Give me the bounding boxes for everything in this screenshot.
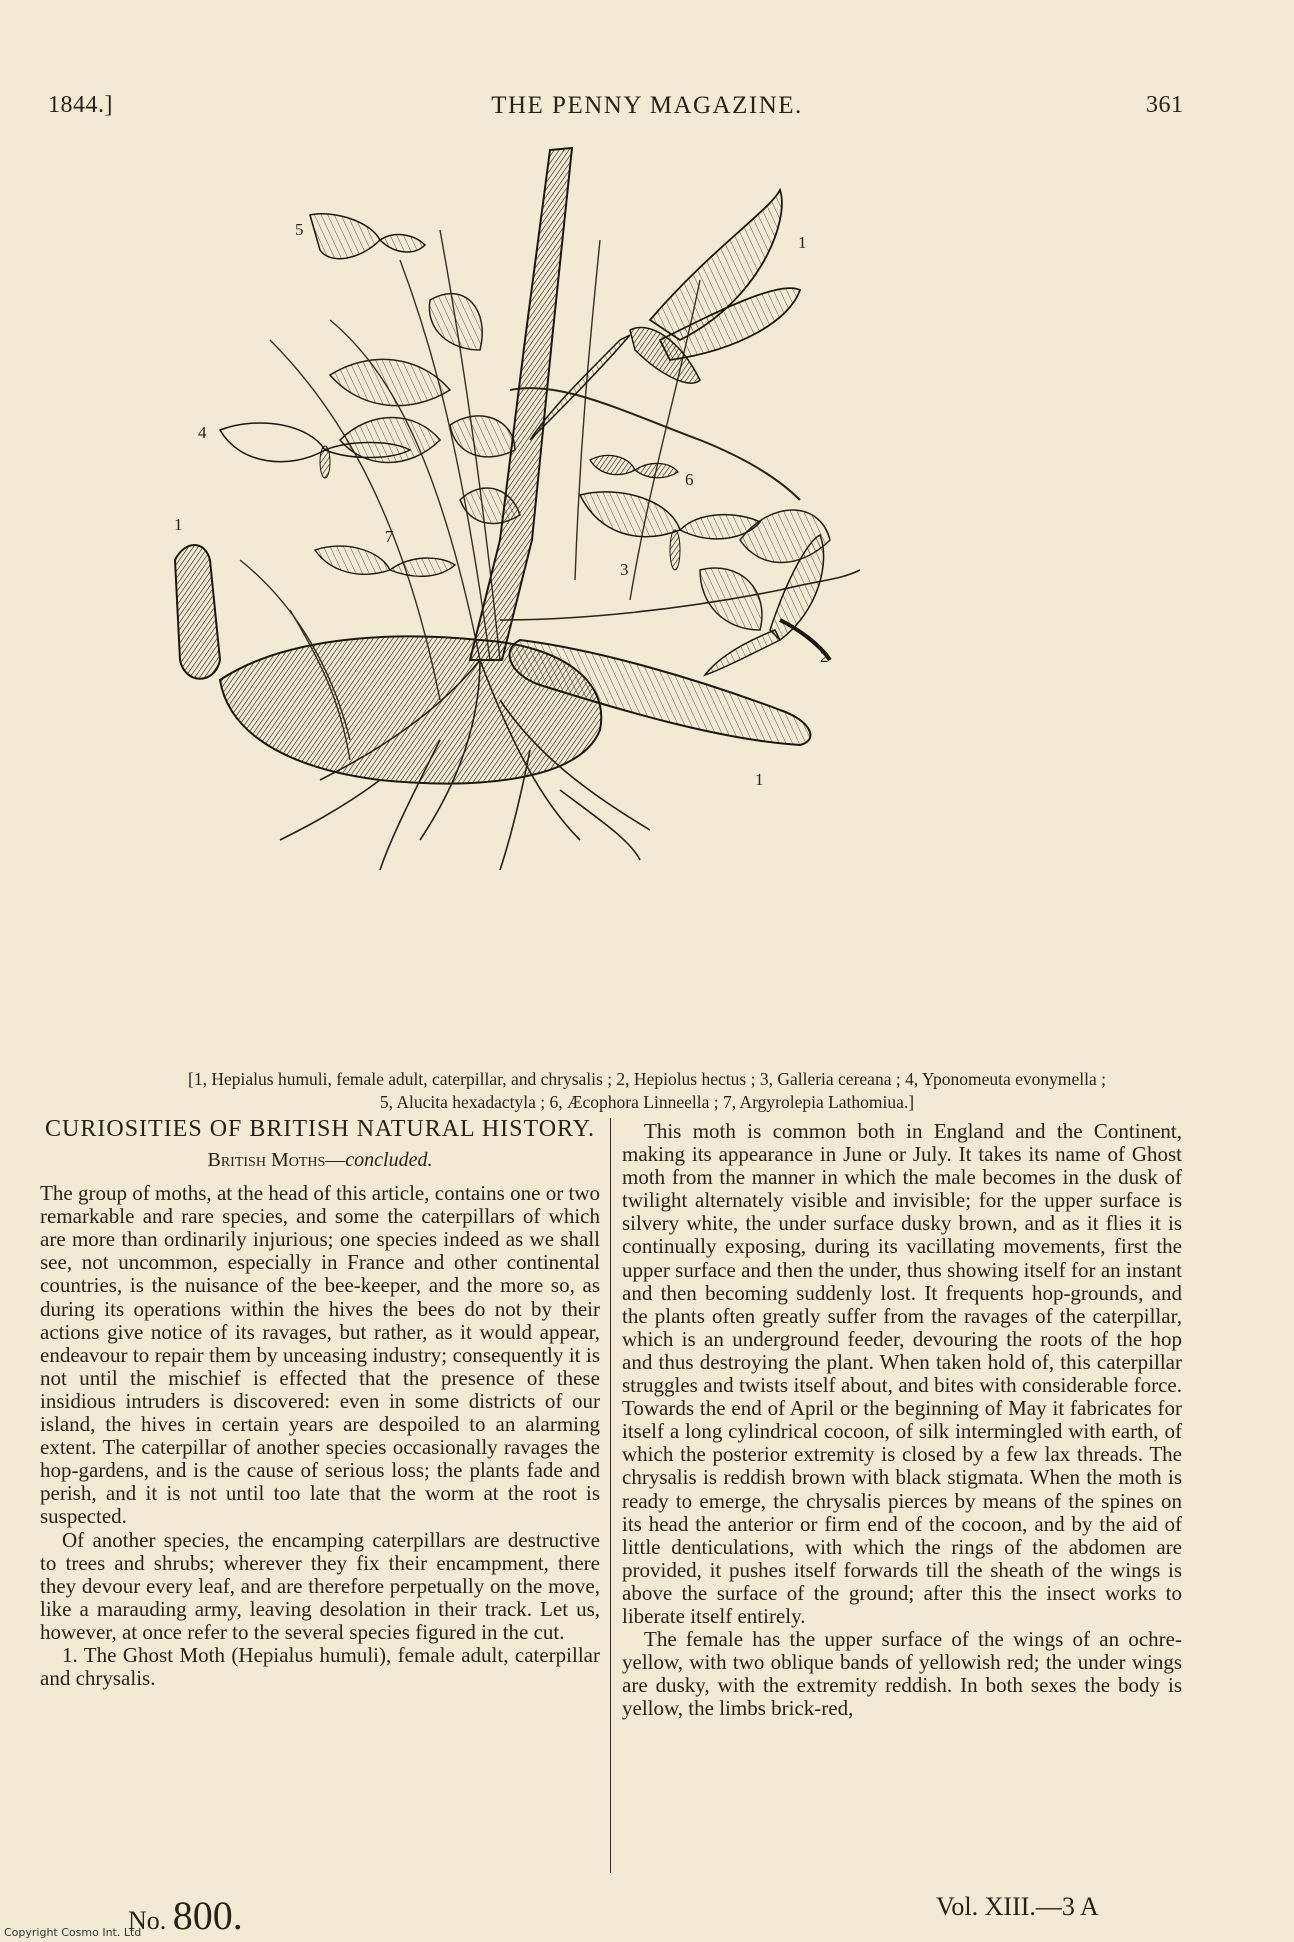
copyright-notice: Copyright Cosmo Int. Ltd bbox=[4, 1926, 142, 1939]
right-paragraph-2: The female has the upper surface of the wings of an ochre-yellow, with two oblique bands of yellowish red; the under wings are dusky, with the extremity reddish. In both sexes the body is yellow, the limbs brick-red, bbox=[622, 1627, 1182, 1721]
moth-5-alucita bbox=[310, 214, 425, 259]
figure-label-3: 3 bbox=[620, 560, 629, 579]
issue-number-label: No. bbox=[128, 1906, 167, 1935]
volume-signature: Vol. XIII.—3 A bbox=[936, 1892, 1099, 1921]
article-title: CURIOSITIES OF BRITISH NATURAL HISTORY. bbox=[45, 1116, 595, 1142]
moths-engraving bbox=[174, 140, 1060, 1060]
caption-line-1: [1, Hepialus humuli, female adult, caterpillar, and chrysalis ; 2, Hepiolus hectus ; 3, Galleria cereana ; 4, Yponomeuta evonymella ; bbox=[188, 1069, 1106, 1089]
figure-caption bbox=[90, 1068, 1204, 1114]
leaves bbox=[330, 294, 830, 630]
header-year: 1844.] bbox=[48, 92, 113, 118]
subtitle-italic: concluded. bbox=[345, 1149, 433, 1171]
header-title: THE PENNY MAGAZINE. bbox=[491, 92, 803, 119]
moth-6-aecophora bbox=[590, 455, 678, 477]
moth-7-argyrolepia bbox=[315, 546, 455, 576]
left-paragraph-2: Of another species, the encamping caterpillars are destructive to trees and shrubs; wherever they fix their encampment, there they devour every leaf, and are therefore perpetually on the move, like a marauding army, leaving desolation in their track. Let us, however, at once refer to the several species figured in the cut. bbox=[40, 1527, 600, 1644]
figure-label-7: 7 bbox=[385, 527, 394, 546]
left-paragraph-3: 1. The Ghost Moth (Hepialus humuli), female adult, caterpillar and chrysalis. bbox=[40, 1642, 600, 1691]
moth-1-hepialus bbox=[530, 190, 800, 440]
figure-label-1c: 1 bbox=[755, 770, 764, 789]
subtitle-main: British Moths bbox=[207, 1149, 326, 1171]
figure-label-1a: 1 bbox=[798, 233, 807, 252]
figure-label-2: 2 bbox=[820, 647, 829, 666]
issue-number bbox=[128, 1892, 243, 1939]
moth-3-galleria bbox=[580, 492, 760, 570]
hop-stem bbox=[470, 148, 572, 660]
figure-label-1b: 1 bbox=[174, 515, 183, 534]
column-divider bbox=[610, 1118, 611, 1873]
figure-label-4: 4 bbox=[198, 423, 207, 442]
header-page-number: 361 bbox=[1146, 92, 1184, 118]
caption-line-2: 5, Alucita hexadactyla ; 6, Æcophora Linneella ; 7, Argyrolepia Lathomiua.] bbox=[379, 1092, 915, 1112]
right-column bbox=[622, 1120, 1182, 1720]
chrysalis bbox=[175, 545, 220, 679]
left-paragraph-1: The group of moths, at the head of this article, contains one or two remarkable and rare species, and some the caterpillars of which are more than ordinarily injurious; one species indeed as we shall see, not uncommon, especially in France and other continental countries, is the nuisance of the bee-keeper, and the more so, as during its operations within the hives the bees do not by their actions give notice of its ravages, but rather, as it would appear, endeavour to repair them by unceasing industry; consequently it is not until the mischief is effected that the presence of these insidious intruders is discovered: even in some districts of our island, the hives in certain years are despoiled to an alarming extent. The caterpillar of another species occasionally ravages the hop-gardens, and is the cause of serious loss; the plants fade and perish, and it is not until too late that the worm at the root is suspected. bbox=[40, 1181, 600, 1529]
article-subtitle: British Moths—concluded. bbox=[207, 1149, 433, 1171]
right-paragraph-1: This moth is common both in England and the Continent, making its appearance in June or July. It takes its name of Ghost moth from the manner in which the male becomes in the dusk of twilight alternately visible and invisible; for the upper surface is silvery white, the under surface dusky brown, and as it flies it is continually exposing, during its vacillating movements, first the upper surface and then the under, thus showing itself for an instant and then becoming suddenly lost. It frequents hop-grounds, and the plants often greatly suffer from the ravages of the caterpillar, which is an underground feeder, devouring the roots of the hop and thus destroying the plant. When taken hold of, this caterpillar struggles and twists itself about, and bites with considerable force. Towards the end of April or the beginning of May it fabricates for itself a long cylindrical cocoon, of silk intermingled with earth, of which the posterior extremity is closed by a few lax threads. The chrysalis is reddish brown with black stigmata. When the moth is ready to emerge, the chrysalis pierces by means of the spines on its head the anterior or firm end of the cocoon, and by the aid of little denticulations, with which the rings of the abdomen are provided, it pushes itself forwards till the sheath of the wings is above the surface of the ground; after this the insect works to liberate itself entirely. bbox=[622, 1119, 1182, 1628]
figure-label-5: 5 bbox=[295, 220, 304, 239]
issue-number-value: 800. bbox=[172, 1893, 243, 1938]
figure-label-6: 6 bbox=[685, 470, 694, 489]
left-column bbox=[40, 1115, 600, 1690]
